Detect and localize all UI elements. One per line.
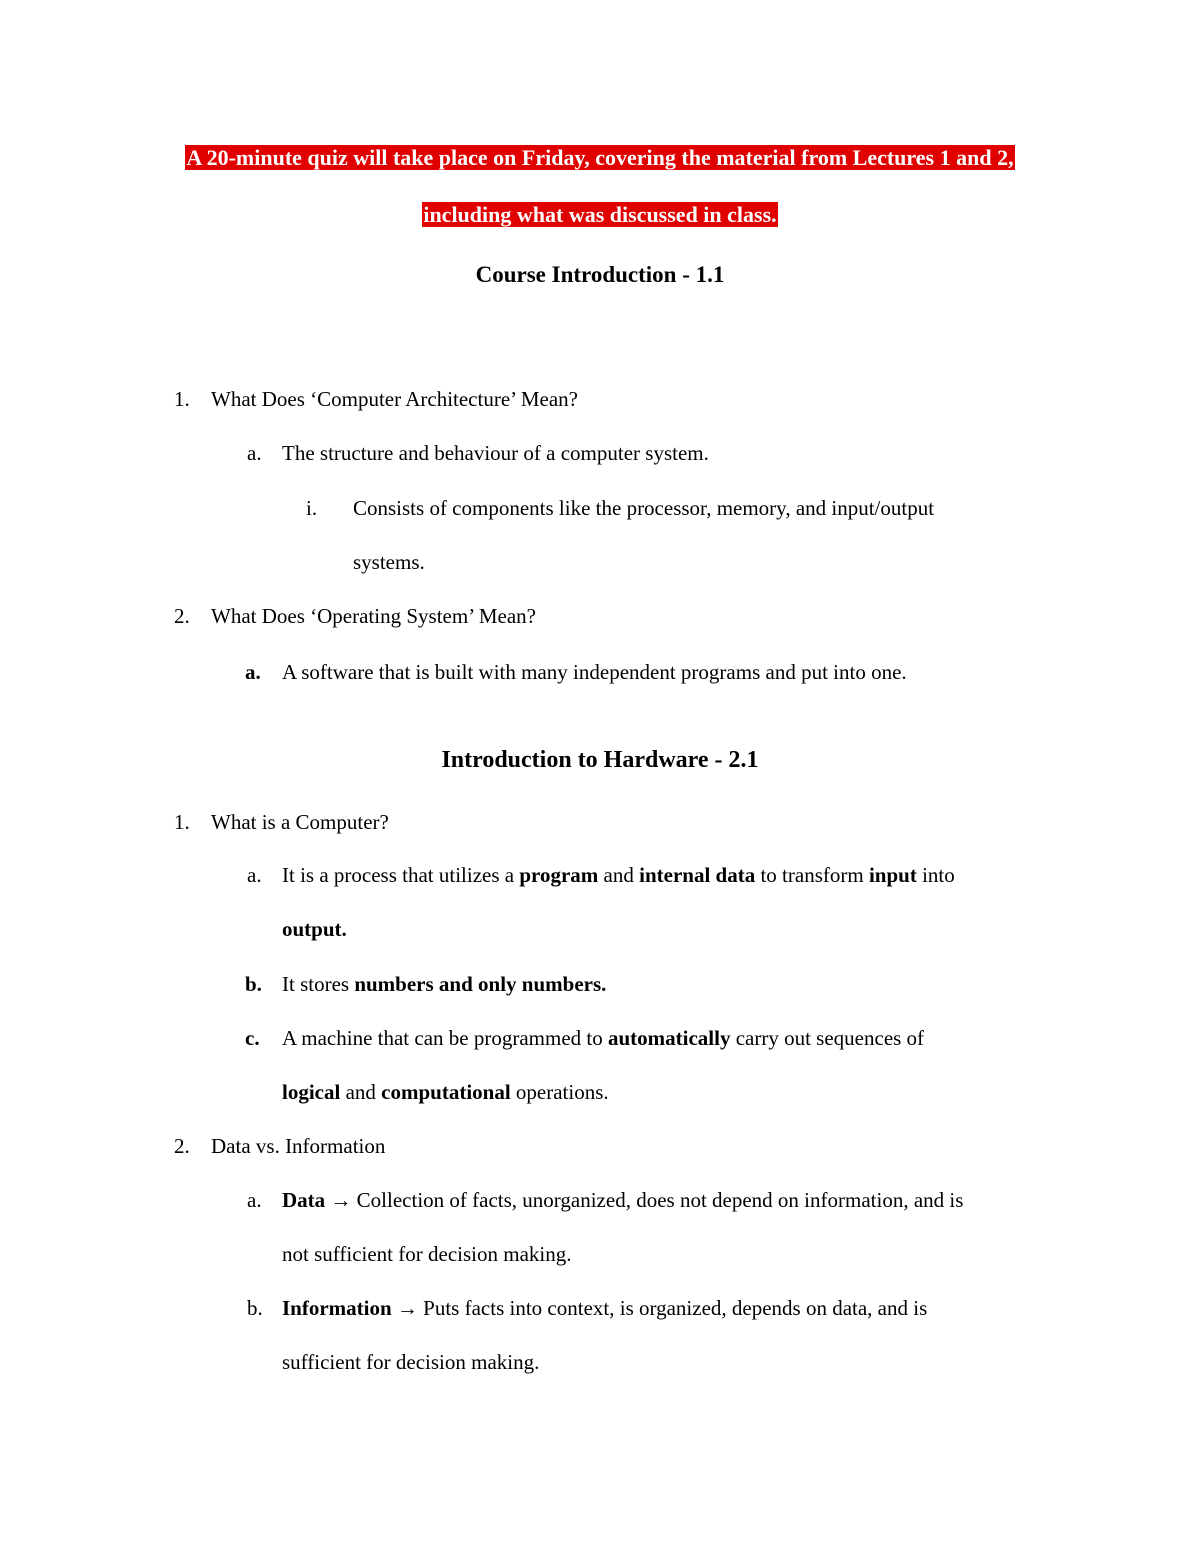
list-number: 1.: [174, 387, 190, 411]
text-run: → Collection of facts, unorganized, does not depend on information, and is: [325, 1188, 964, 1212]
bold-term-logical: logical: [282, 1080, 341, 1104]
list-letter: a.: [247, 1188, 262, 1212]
bold-term-internal-data: internal data: [639, 863, 756, 887]
bold-term-input: input: [868, 863, 917, 887]
question-computer-architecture: What Does ‘Computer Architecture’ Mean?: [211, 387, 578, 411]
definition-information-line-1: [282, 1293, 927, 1323]
definition-data-line-2: not sufficient for decision making.: [282, 1242, 572, 1266]
quiz-notice-line-1: [0, 143, 1200, 173]
bold-term-output: output.: [282, 917, 347, 941]
quiz-notice-text-2: including what was discussed in class.: [423, 202, 777, 227]
question-operating-system: What Does ‘Operating System’ Mean?: [211, 604, 537, 628]
list-letter: c.: [245, 1026, 260, 1050]
detail-components-line-2: systems.: [353, 550, 425, 574]
text-run: operations.: [510, 1080, 609, 1104]
section-title-course-introduction: Course Introduction - 1.1: [475, 262, 725, 287]
definition-information-line-2: sufficient for decision making.: [282, 1350, 540, 1374]
text-run: to transform: [755, 863, 869, 887]
answer-computer-process-line-1: [282, 860, 955, 890]
list-number: 1.: [174, 810, 190, 834]
list-letter: b.: [247, 1296, 263, 1320]
text-run: It stores: [282, 972, 355, 996]
bold-term-program: program: [519, 863, 599, 887]
list-letter: a.: [247, 863, 262, 887]
list-letter: a.: [245, 660, 261, 684]
section-title-introduction-to-hardware: Introduction to Hardware - 2.1: [441, 747, 759, 773]
bold-term-automatically: automatically: [607, 1026, 731, 1050]
text-run: A machine that can be programmed to: [282, 1026, 608, 1050]
text-run: → Puts facts into context, is organized, depends on data, and is: [391, 1296, 928, 1320]
bold-term-data: Data: [282, 1188, 326, 1212]
answer-operating-system: A software that is built with many independent programs and put into one.: [282, 660, 907, 684]
text-run: It is a process that utilizes a: [282, 863, 520, 887]
text-run: into: [916, 863, 955, 887]
question-data-vs-information: Data vs. Information: [211, 1134, 386, 1158]
text-run: and: [340, 1080, 382, 1104]
answer-machine-line-2: [282, 1077, 609, 1107]
answer-computer-architecture: The structure and behaviour of a computer system.: [282, 441, 709, 465]
list-number: 2.: [174, 1134, 190, 1158]
list-roman: i.: [306, 496, 318, 520]
bold-term-information: Information: [282, 1296, 392, 1320]
list-letter: b.: [245, 972, 262, 996]
quiz-notice-line-2: [0, 200, 1200, 230]
list-number: 2.: [174, 604, 190, 628]
bold-term-numbers: numbers and only numbers.: [354, 972, 607, 996]
answer-stores-numbers: [282, 969, 606, 999]
text-run: carry out sequences of: [730, 1026, 925, 1050]
definition-data-line-1: [282, 1185, 963, 1215]
text-run: and: [598, 863, 640, 887]
list-letter: a.: [247, 441, 262, 465]
quiz-notice-text-1: A 20-minute quiz will take place on Friday, covering the material from Lectures 1 and 2,: [186, 145, 1014, 170]
detail-components-line-1: Consists of components like the processor, memory, and input/output: [353, 496, 935, 520]
answer-machine-line-1: [282, 1023, 924, 1053]
bold-term-computational: computational: [381, 1080, 511, 1104]
question-what-is-computer: What is a Computer?: [211, 810, 389, 834]
